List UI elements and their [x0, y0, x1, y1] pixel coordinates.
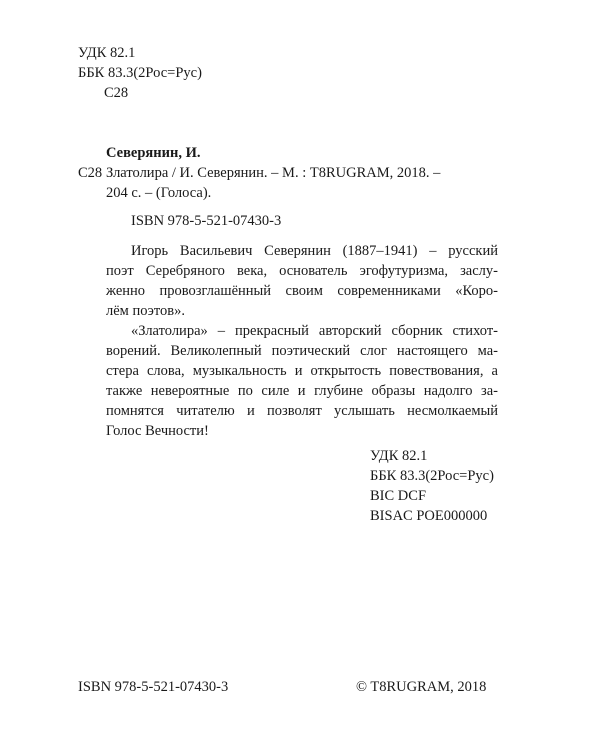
bibliographic-line-1: Златолира / И. Северянин. – М. : T8RUGRAM, 2018. –: [106, 165, 441, 181]
annotation-paragraph-2: [106, 321, 498, 441]
annotation-line: «Златолира» – прекрасный авторский сборник стихот-: [131, 323, 498, 339]
annotation-line: стера слова, музыкальность и открытость повествования, а: [106, 363, 498, 379]
annotation-line: также невероятные по силе и глубине образы надолго за-: [106, 383, 498, 399]
copyright-notice: © T8RUGRAM, 2018: [356, 679, 487, 695]
bic-code: BIC DCF: [370, 488, 427, 504]
bbk-code: ББК 83.3(2Рос=Рус): [370, 468, 494, 484]
bibliographic-line-2: 204 с. – (Голоса).: [106, 185, 212, 201]
udc-code: УДК 82.1: [370, 448, 428, 464]
annotation-paragraph-1: [106, 241, 498, 321]
top-cutter-code: С28: [104, 85, 129, 101]
annotation-line: ворений. Великолепный поэтический слог настоящего ма-: [106, 343, 498, 359]
top-udc-code: УДК 82.1: [78, 45, 136, 61]
top-bbk-code: ББК 83.3(2Рос=Рус): [78, 65, 202, 81]
bisac-code: BISAC POE000000: [370, 508, 488, 524]
annotation-line: лём поэтов».: [106, 303, 185, 319]
annotation-line: женно провозглашённый своим современниками «Коро-: [106, 283, 498, 299]
bibliographic-description: [106, 163, 506, 203]
footer-isbn: ISBN 978-5-521-07430-3: [78, 679, 229, 695]
isbn-line: ISBN 978-5-521-07430-3: [131, 213, 282, 229]
annotation-line: Игорь Васильевич Северянин (1887–1941) – русский: [131, 243, 498, 259]
annotation: [106, 241, 498, 441]
annotation-line: поэт Серебряного века, основатель эгофутуризма, заслу-: [106, 263, 498, 279]
side-cutter-code: С28: [78, 165, 103, 181]
classification-block: [370, 446, 494, 526]
annotation-line: Голос Вечности!: [106, 423, 209, 439]
annotation-line: помнятся читателю и позволят услышать несмолкаемый: [106, 403, 498, 419]
author-heading: Северянин, И.: [106, 145, 201, 161]
